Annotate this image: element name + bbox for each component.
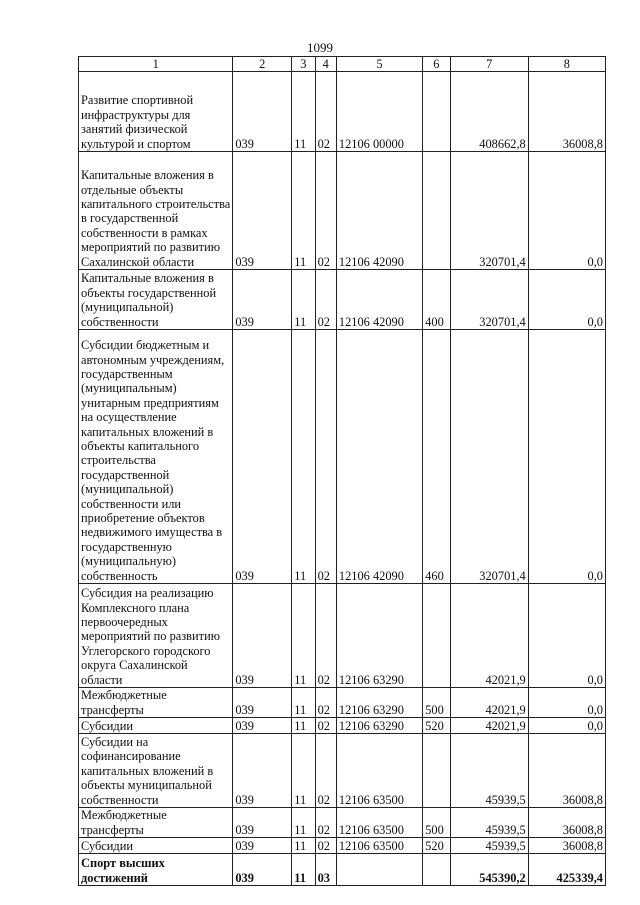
row-col7-cell: 320701,4: [450, 270, 528, 330]
row-name-cell: Субсидии: [79, 838, 233, 854]
row-col7-cell: 320701,4: [450, 152, 528, 270]
row-col6-cell: 520: [423, 718, 450, 734]
row-name-cell: Субсидия на реализацию Комплексного плана первоочередных мероприятий по развитию Углегорского городского округа Сахалинской области: [79, 584, 233, 688]
row-col2-cell: 039: [233, 330, 292, 584]
row-col2-cell: 039: [233, 838, 292, 854]
table-row: [79, 584, 606, 688]
row-name-cell: Капитальные вложения в отдельные объекты капитального строительства в государственной собственности в рамках мероприятий по развитию Сахалинской области: [79, 152, 233, 270]
row-col6-cell: 500: [423, 688, 450, 718]
row-col6-cell: [423, 734, 450, 808]
header-cell-4: 4: [315, 57, 336, 72]
row-col7-cell: 42021,9: [450, 718, 528, 734]
row-col6-cell: 400: [423, 270, 450, 330]
row-col8-cell: 0,0: [528, 718, 605, 734]
row-col8-cell: 36008,8: [528, 72, 605, 152]
row-col2-cell: 039: [233, 808, 292, 838]
row-col5-cell: 12106 00000: [336, 72, 422, 152]
budget-table: [78, 56, 606, 886]
row-col7-cell: 408662,8: [450, 72, 528, 152]
row-col4-cell: 02: [315, 330, 336, 584]
table-row: [79, 838, 606, 854]
row-col4-cell: 02: [315, 718, 336, 734]
row-col6-cell: 500: [423, 808, 450, 838]
table-row: [79, 152, 606, 270]
row-col8-cell: 0,0: [528, 688, 605, 718]
table-row: [79, 688, 606, 718]
row-col5-cell: 12106 63290: [336, 584, 422, 688]
row-col7-cell: 45939,5: [450, 734, 528, 808]
row-name-cell: Межбюджетные трансферты: [79, 808, 233, 838]
header-cell-6: 6: [423, 57, 450, 72]
row-col8-cell: 0,0: [528, 584, 605, 688]
row-col2-cell: 039: [233, 718, 292, 734]
row-col5-cell: 12106 63500: [336, 734, 422, 808]
row-col2-cell: 039: [233, 152, 292, 270]
row-col5-cell: [336, 854, 422, 886]
row-col8-cell: 36008,8: [528, 734, 605, 808]
row-col5-cell: 12106 63290: [336, 718, 422, 734]
header-cell-2: 2: [233, 57, 292, 72]
row-col4-cell: 02: [315, 688, 336, 718]
row-col6-cell: [423, 72, 450, 152]
row-col8-cell: 36008,8: [528, 838, 605, 854]
row-col6-cell: [423, 152, 450, 270]
row-col2-cell: 039: [233, 854, 292, 886]
table-row: [79, 734, 606, 808]
header-cell-1: 1: [79, 57, 233, 72]
row-col4-cell: 02: [315, 72, 336, 152]
row-col7-cell: 42021,9: [450, 584, 528, 688]
row-name-cell: Субсидии бюджетным и автономным учреждениям, государственным (муниципальным) унитарным предприятиям на осуществление капитальных вложений в объекты капитального строительства государственной (муниципальной) собственности или приобретение объектов недвижимого имущества в государственную (муниципальную) собственность: [79, 330, 233, 584]
row-col3-cell: 11: [292, 152, 315, 270]
row-col3-cell: 11: [292, 808, 315, 838]
row-col4-cell: 02: [315, 838, 336, 854]
header-cell-3: 3: [292, 57, 315, 72]
row-col2-cell: 039: [233, 72, 292, 152]
row-col5-cell: 12106 42090: [336, 270, 422, 330]
row-col7-cell: 42021,9: [450, 688, 528, 718]
row-col5-cell: 12106 63290: [336, 688, 422, 718]
row-col3-cell: 11: [292, 854, 315, 886]
table-body: [79, 72, 606, 886]
row-col4-cell: 02: [315, 584, 336, 688]
row-col2-cell: 039: [233, 688, 292, 718]
row-col7-cell: 320701,4: [450, 330, 528, 584]
row-col6-cell: [423, 854, 450, 886]
row-name-cell: Субсидии: [79, 718, 233, 734]
header-cell-5: 5: [336, 57, 422, 72]
row-name-cell: Развитие спортивной инфраструктуры для занятий физической культурой и спортом: [79, 72, 233, 152]
row-col4-cell: 02: [315, 808, 336, 838]
row-name-cell: Спорт высших достижений: [79, 854, 233, 886]
row-col8-cell: 0,0: [528, 330, 605, 584]
page-number: 1099: [307, 40, 333, 55]
row-col6-cell: [423, 584, 450, 688]
row-col5-cell: 12106 63500: [336, 808, 422, 838]
row-col8-cell: 425339,4: [528, 854, 605, 886]
table-row: [79, 270, 606, 330]
table-row: [79, 72, 606, 152]
row-name-cell: Капитальные вложения в объекты государственной (муниципальной) собственности: [79, 270, 233, 330]
row-col7-cell: 45939,5: [450, 838, 528, 854]
table-row: [79, 718, 606, 734]
row-col7-cell: 545390,2: [450, 854, 528, 886]
row-col6-cell: 520: [423, 838, 450, 854]
row-col3-cell: 11: [292, 270, 315, 330]
row-col4-cell: 03: [315, 854, 336, 886]
row-col3-cell: 11: [292, 734, 315, 808]
row-col3-cell: 11: [292, 688, 315, 718]
row-col4-cell: 02: [315, 270, 336, 330]
row-col3-cell: 11: [292, 330, 315, 584]
header-cell-7: 7: [450, 57, 528, 72]
table-row: [79, 854, 606, 886]
row-col5-cell: 12106 42090: [336, 152, 422, 270]
row-col4-cell: 02: [315, 152, 336, 270]
header-row: [79, 57, 606, 72]
row-col3-cell: 11: [292, 718, 315, 734]
row-col7-cell: 45939,5: [450, 808, 528, 838]
row-col8-cell: 0,0: [528, 270, 605, 330]
row-col6-cell: 460: [423, 330, 450, 584]
header-cell-8: 8: [528, 57, 605, 72]
row-col2-cell: 039: [233, 584, 292, 688]
row-col5-cell: 12106 63500: [336, 838, 422, 854]
row-col2-cell: 039: [233, 734, 292, 808]
table-row: [79, 808, 606, 838]
row-name-cell: Межбюджетные трансферты: [79, 688, 233, 718]
row-col2-cell: 039: [233, 270, 292, 330]
row-col4-cell: 02: [315, 734, 336, 808]
row-col5-cell: 12106 42090: [336, 330, 422, 584]
row-col3-cell: 11: [292, 838, 315, 854]
row-col3-cell: 11: [292, 584, 315, 688]
table-row: [79, 330, 606, 584]
row-col3-cell: 11: [292, 72, 315, 152]
row-name-cell: Субсидии на софинансирование капитальных вложений в объекты муниципальной собственности: [79, 734, 233, 808]
row-col8-cell: 0,0: [528, 152, 605, 270]
row-col8-cell: 36008,8: [528, 808, 605, 838]
